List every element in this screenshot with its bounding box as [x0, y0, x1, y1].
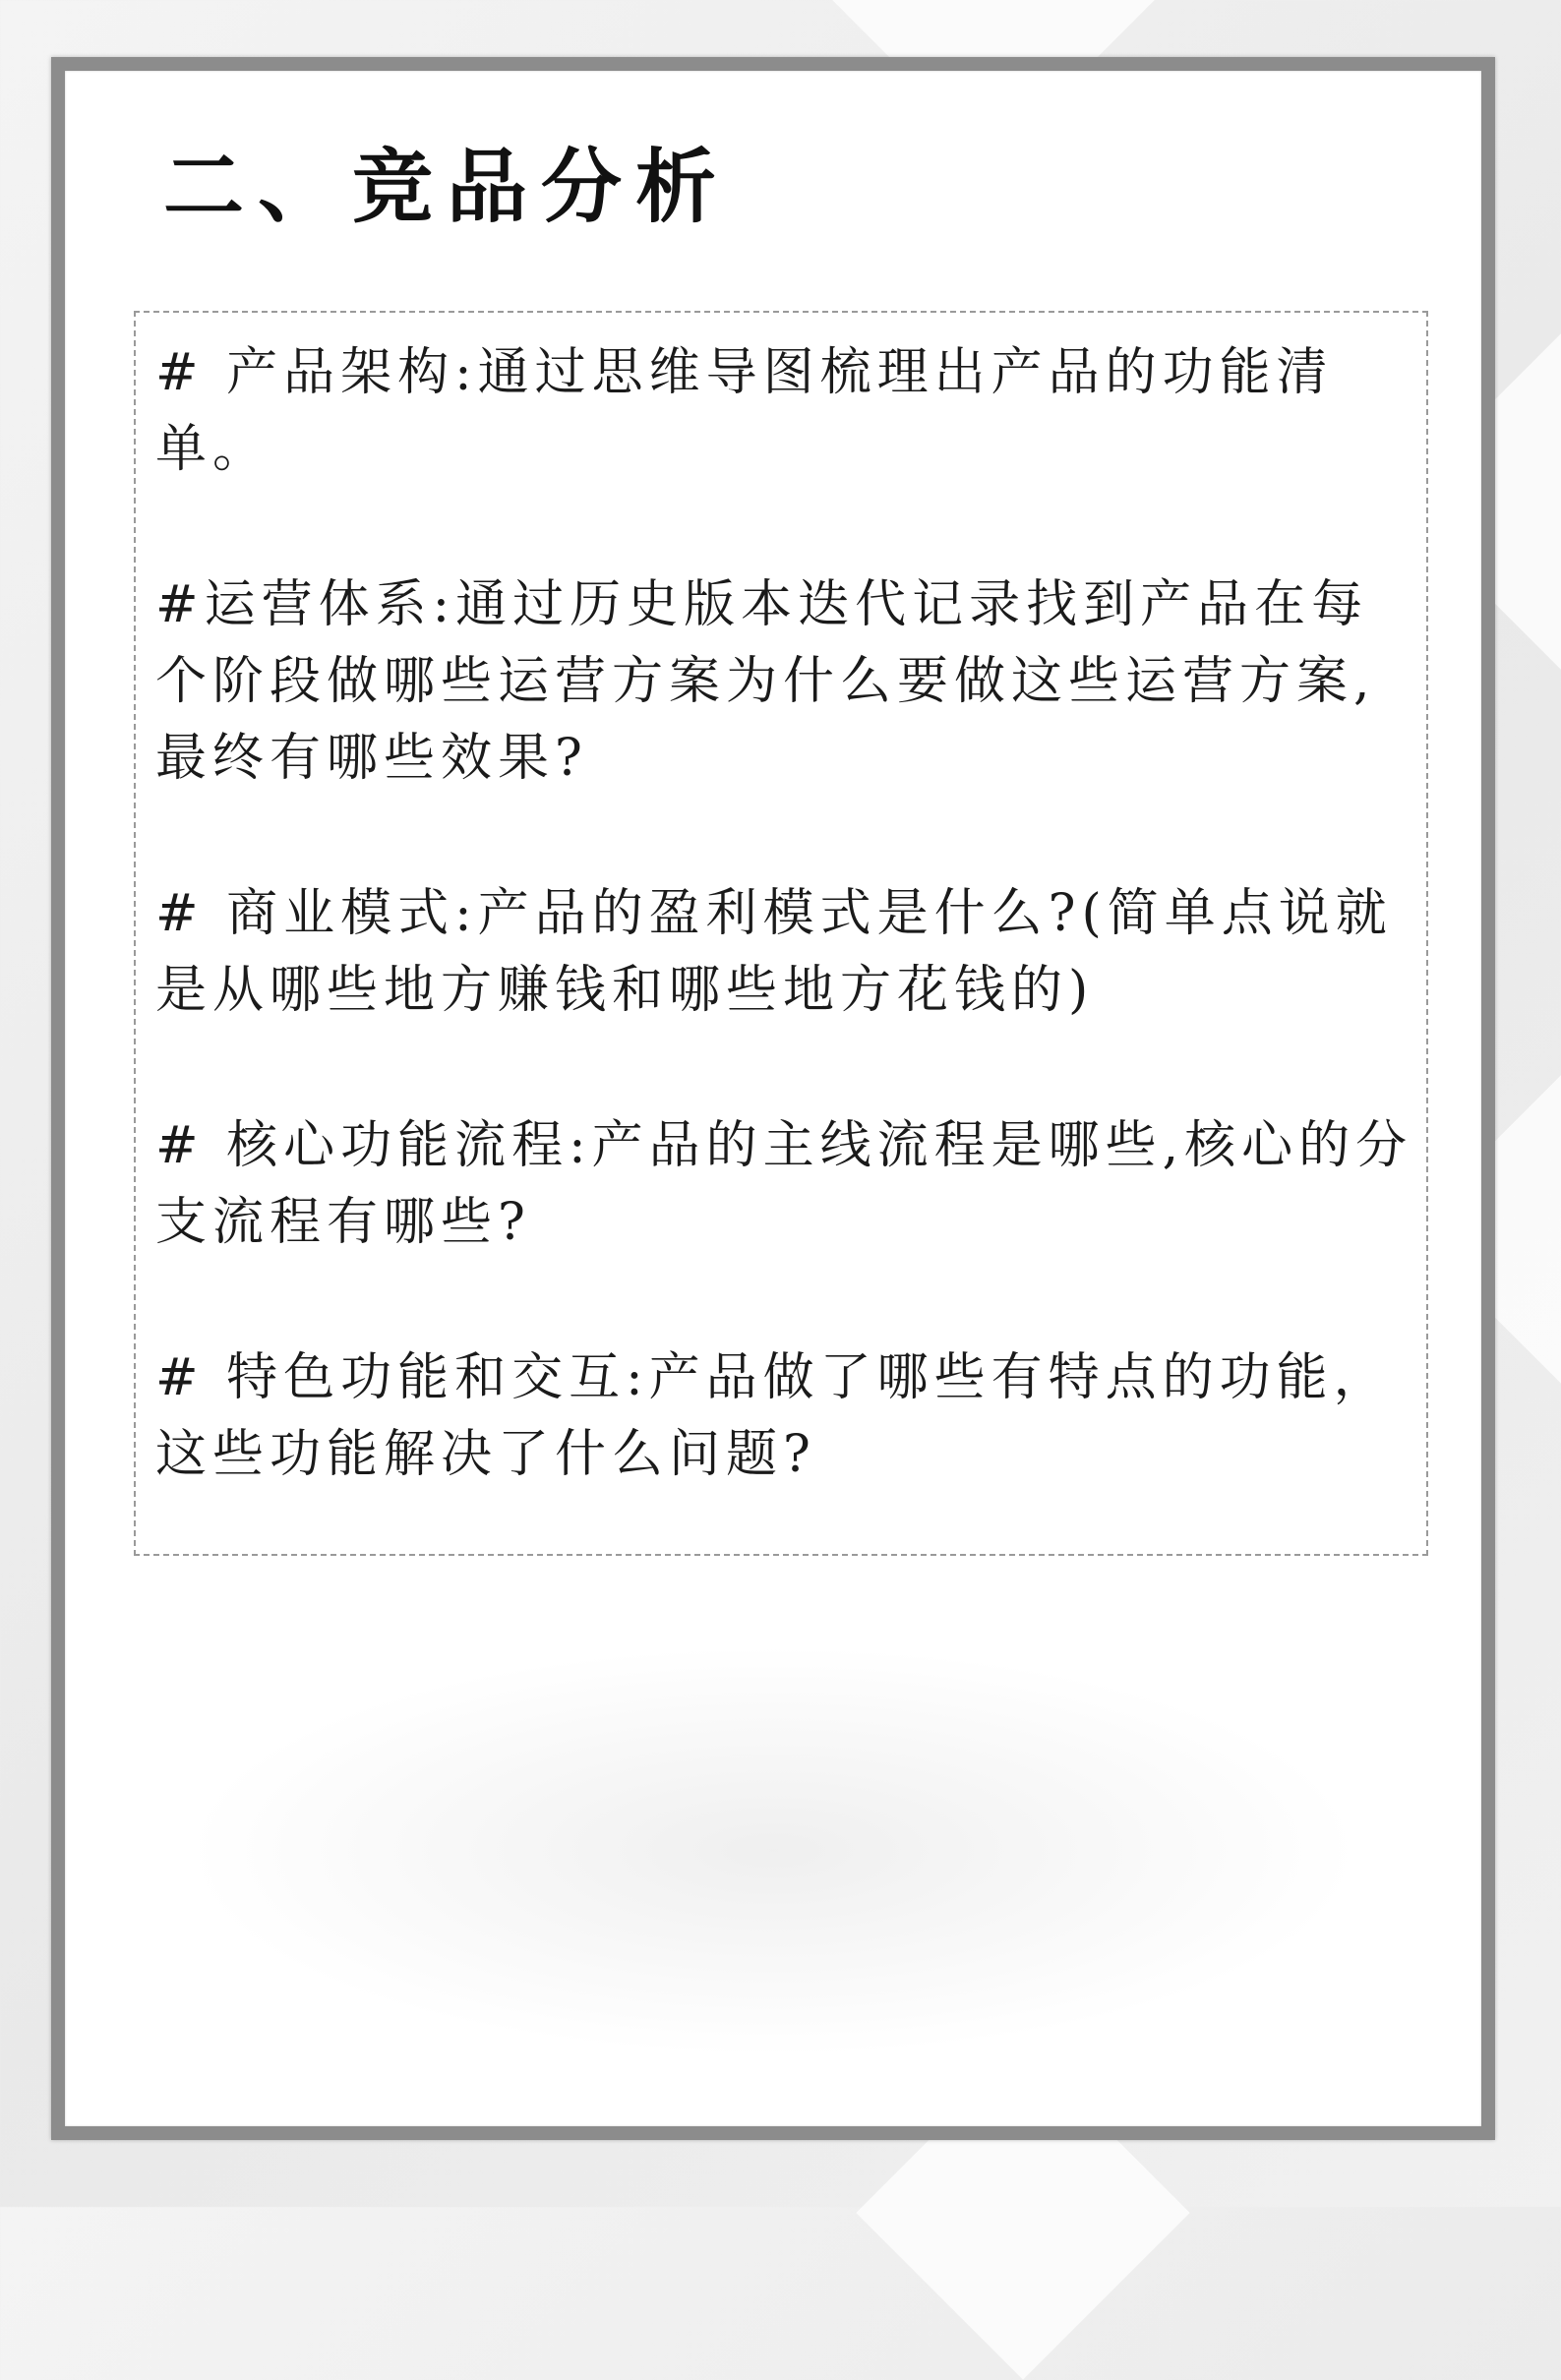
item-operation-system: #运营体系:通过历史版本迭代记录找到产品在每个阶段做哪些运营方案为什么要做这些运营方案,最终有哪些效果?: [155, 575, 1376, 788]
item-feature-interaction: # 特色功能和交互:产品做了哪些有特点的功能，这些功能解决了什么问题?: [155, 1348, 1391, 1484]
page-title: 二、竞品分析: [163, 141, 731, 234]
item-business-model: # 商业模式:产品的盈利模式是什么?(简单点说就是从哪些地方赚钱和哪些地方花钱的): [155, 884, 1393, 1020]
content-box: [134, 311, 1428, 1556]
document-page: [51, 57, 1495, 2140]
item-core-flow: # 核心功能流程:产品的主线流程是哪些,核心的分支流程有哪些?: [155, 1116, 1413, 1252]
item-product-architecture: # 产品架构:通过思维导图梳理出产品的功能清单。: [155, 343, 1334, 479]
